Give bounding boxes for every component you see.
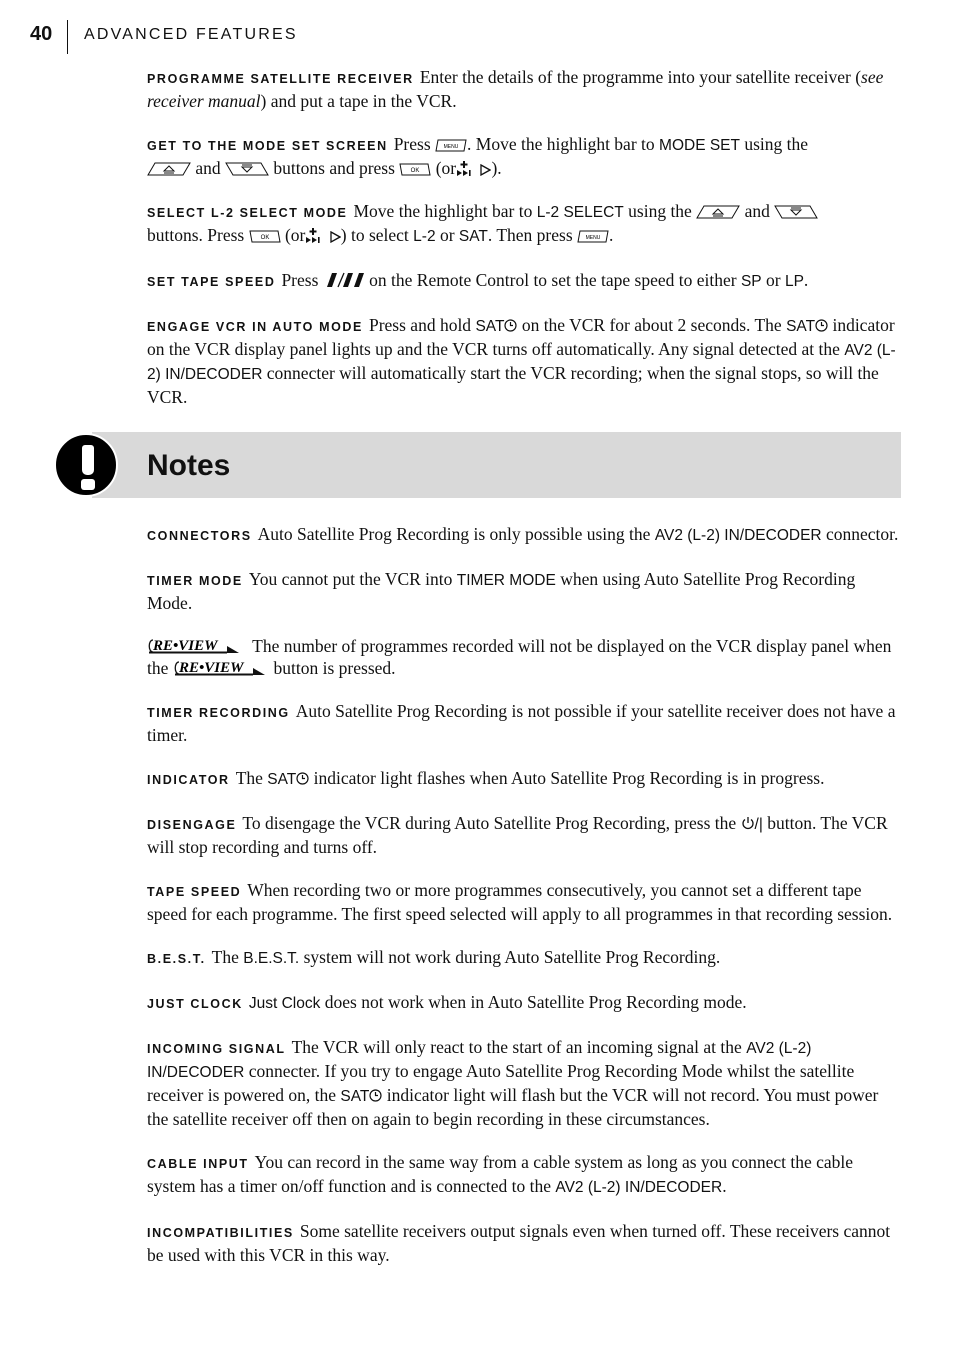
up-button-icon xyxy=(147,162,191,176)
step-label: SELECT L-2 SELECT MODE xyxy=(147,206,348,220)
note-label: INDICATOR xyxy=(147,773,230,787)
note-timer-mode: TIMER MODE You cannot put the VCR into TIMER MODE when using Auto Satellite Prog Recording Mode. xyxy=(147,569,856,613)
svg-text:OK: OK xyxy=(260,235,269,241)
svg-text:MENU: MENU xyxy=(585,235,601,241)
step-programme-receiver: PROGRAMME SATELLITE RECEIVER Enter the details of the programme into your satellite receiver (see receiver manual) and put a tape in the VCR. xyxy=(147,67,884,111)
note-disengage: DISENGAGE To disengage the VCR during Auto Satellite Prog Recording, press the /| button. The VCR will stop recording and turns off. xyxy=(147,813,888,857)
page-number: 40 xyxy=(30,23,53,45)
notes-header-band xyxy=(92,432,901,498)
step-engage-auto-mode: ENGAGE VCR IN AUTO MODE Press and hold SAT on the VCR for about 2 seconds. The SAT indicator on the VCR display panel lights up and the VCR turns off automatically. Any signal detected at the AV2 (L-2) IN/DECODER connecter will automatically start the VCR recording; when the signal stops, so will the VCR. xyxy=(147,315,896,407)
note-just-clock: JUST CLOCK Just Clock does not work when in Auto Satellite Prog Recording mode. xyxy=(147,992,747,1012)
section-title: ADVANCED FEATURES xyxy=(84,26,298,43)
standby-power-icon xyxy=(741,816,755,830)
note-label: TAPE SPEED xyxy=(147,885,242,899)
plus-skip-icon xyxy=(456,160,476,177)
menu-button-icon xyxy=(435,139,467,152)
note-incompatibilities: INCOMPATIBILITIES Some satellite receivers output signals even when turned off. These receivers cannot be used with this VCR in this way. xyxy=(147,1221,891,1265)
note-label: INCOMPATIBILITIES xyxy=(147,1226,294,1240)
note-connectors: CONNECTORS Auto Satellite Prog Recording is only possible using the AV2 (L-2) IN/DECODER connector. xyxy=(147,524,899,544)
sat-timer-icon xyxy=(369,1089,382,1102)
sat-timer-icon xyxy=(296,772,309,785)
svg-text:RE•VIEW: RE•VIEW xyxy=(178,660,244,676)
note-label: TIMER RECORDING xyxy=(147,706,290,720)
note-incoming-signal: INCOMING SIGNAL The VCR will only react to the start of an incoming signal at the AV2 (L-2) IN/DECODER connecter. If you try to engage Auto Satellite Prog Recording Mode whilst the satellite receiver is powered on, the SAT indicator light will flash but the VCR will not record. You must power the satellite receiver off then on again to begin recording in these circumstances. xyxy=(147,1037,879,1129)
header-divider xyxy=(67,20,68,54)
sat-timer-icon xyxy=(504,319,517,332)
review-logo-icon xyxy=(147,637,239,655)
play-icon xyxy=(480,164,491,176)
note-indicator: INDICATOR The SAT indicator light flashes when Auto Satellite Prog Recording is in progress. xyxy=(147,768,825,788)
plus-skip-icon xyxy=(305,227,325,244)
note-label: TIMER MODE xyxy=(147,574,243,588)
step-mode-set-screen: GET TO THE MODE SET SCREEN Press MENU . Move the highlight bar to MODE SET using the and buttons and press OK (or ). xyxy=(147,134,809,178)
steps-section xyxy=(147,66,903,429)
note-cable-input: CABLE INPUT You can record in the same way from a cable system as long as you connect the cable system has a timer on/off function and is connected to the AV2 (L-2) IN/DECODER. xyxy=(147,1152,854,1196)
ok-button-icon xyxy=(399,163,431,176)
play-icon xyxy=(330,231,341,243)
notes-title: Notes xyxy=(147,449,231,482)
exclamation-icon xyxy=(54,433,118,497)
notes-section xyxy=(147,523,903,1287)
step-label: ENGAGE VCR IN AUTO MODE xyxy=(147,320,363,334)
svg-text:OK: OK xyxy=(410,168,420,174)
note-label: JUST CLOCK xyxy=(147,997,243,1011)
note-review: RE•VIEW The number of programmes recorded will not be displayed on the VCR display panel when the RE•VIEW button is pressed. xyxy=(147,636,892,678)
page-header xyxy=(0,20,954,54)
step-label: GET TO THE MODE SET SCREEN xyxy=(147,139,388,153)
note-best: B.E.S.T. The B.E.S.T. system will not work during Auto Satellite Prog Recording. xyxy=(147,947,721,967)
svg-text:MENU: MENU xyxy=(443,144,459,150)
down-button-icon xyxy=(225,162,269,176)
note-timer-recording: TIMER RECORDING Auto Satellite Prog Recording is not possible if your satellite receiver does not have a timer. xyxy=(147,701,896,745)
step-label: PROGRAMME SATELLITE RECEIVER xyxy=(147,72,414,86)
svg-text:RE•VIEW: RE•VIEW xyxy=(153,638,218,654)
note-label: CONNECTORS xyxy=(147,529,252,543)
review-logo-icon xyxy=(173,659,265,677)
sat-timer-icon xyxy=(815,319,828,332)
note-tape-speed: TAPE SPEED When recording two or more programmes consecutively, you cannot set a different tape speed for each programme. The first speed selected will apply to all programmes in that recording session. xyxy=(147,880,893,924)
step-label: SET TAPE SPEED xyxy=(147,275,276,289)
up-button-icon xyxy=(696,205,740,219)
note-label: B.E.S.T. xyxy=(147,952,206,966)
note-label: INCOMING SIGNAL xyxy=(147,1042,286,1056)
step-select-l2-mode: SELECT L-2 SELECT MODE Move the highlight bar to L-2 SELECT using the and buttons. Press OK (or ) to select L-2 or SAT. Then press MENU . xyxy=(147,200,903,248)
ok-button-icon xyxy=(249,230,281,243)
note-label: CABLE INPUT xyxy=(147,1157,249,1171)
note-label: DISENGAGE xyxy=(147,818,237,832)
tape-speed-button-icon xyxy=(323,272,365,288)
step-set-tape-speed: SET TAPE SPEED Press on the Remote Control to set the tape speed to either SP or LP. xyxy=(147,270,809,290)
down-button-icon xyxy=(774,205,818,219)
menu-button-icon xyxy=(577,230,609,243)
